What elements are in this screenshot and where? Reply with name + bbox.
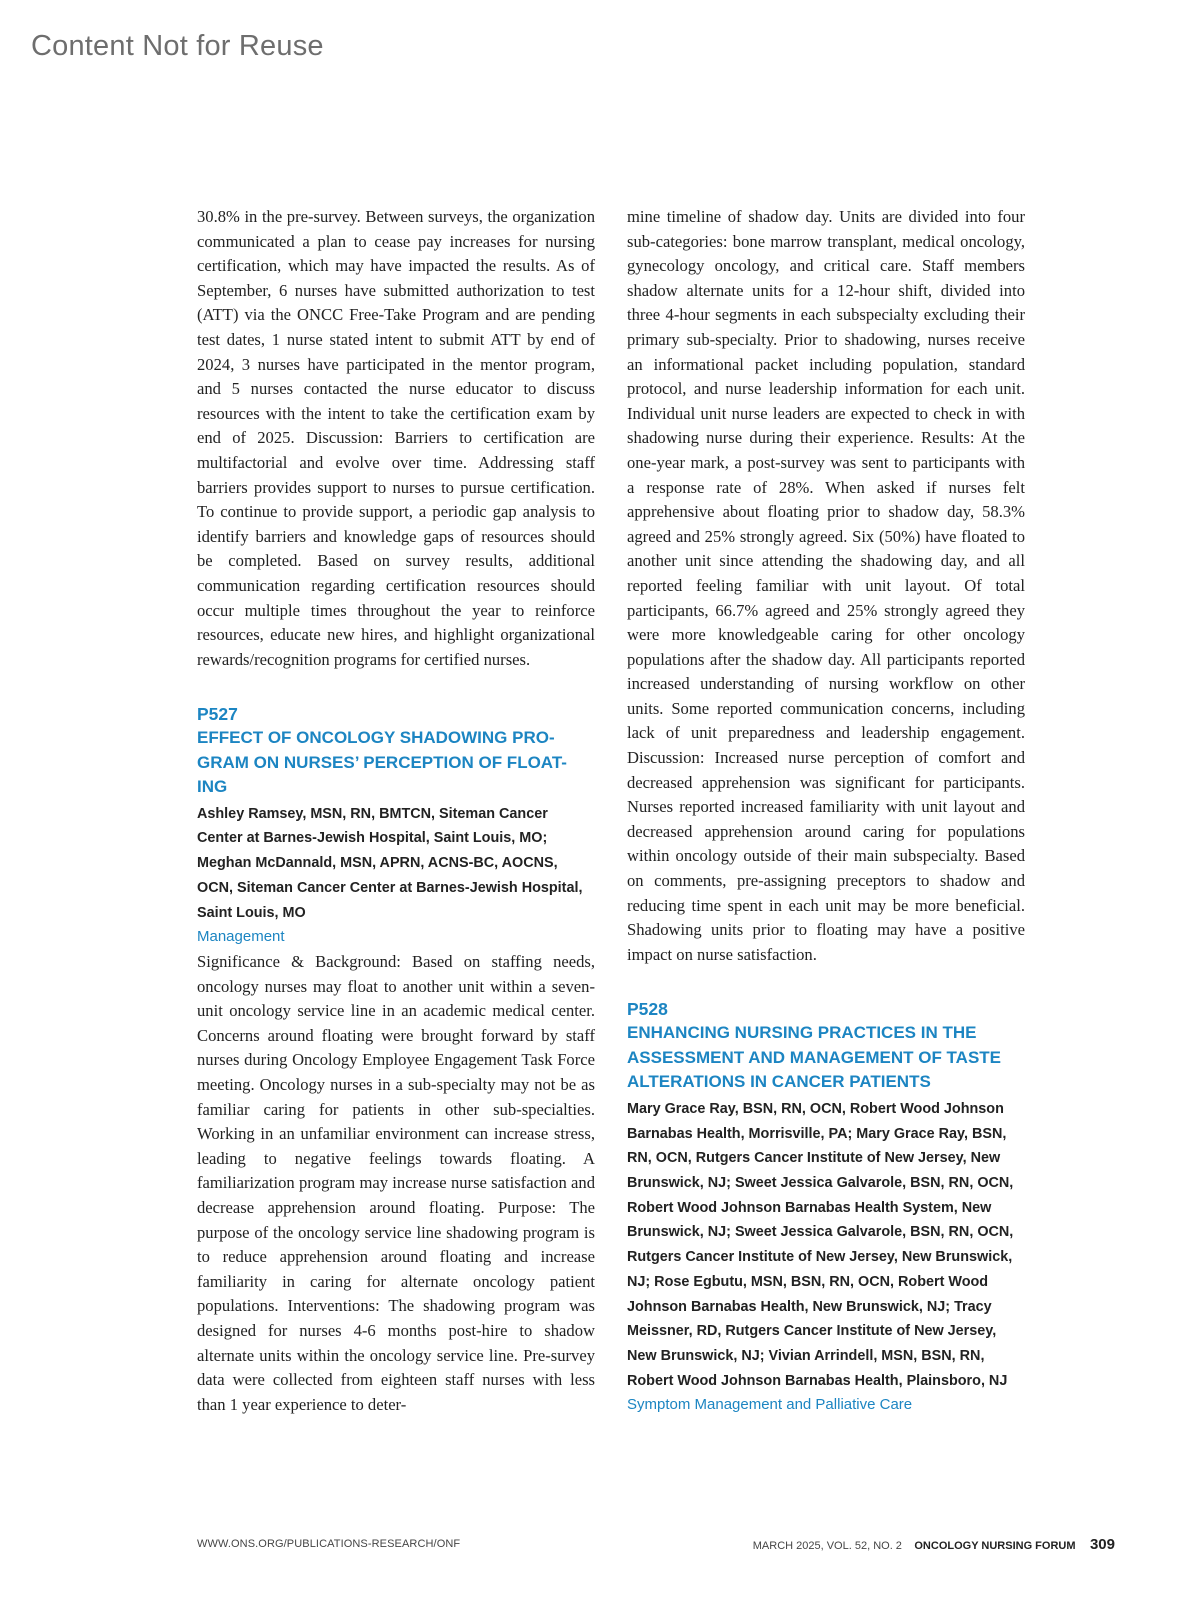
page-footer xyxy=(197,1536,1115,1556)
abstract-body: Significance & Background: Based on staffing needs, oncology nurses may float to another unit within a seven-unit oncology service line in an academic medical center. Concerns around floating were brought forward by staff nurses during Oncology Employee Engagement Task Force meeting. Oncology nurses in a sub-specialty may not be as familiar caring for patients in other sub-specialties. Working in an unfamiliar environment can increase stress, leading to negative feelings towards floating. A familiarization program may increase nurse satisfaction and decrease apprehension around floating. Purpose: The purpose of the oncology service line shadowing program is to reduce apprehension around floating and increase familiarity in caring for alternate oncology patient populations. Interventions: The shadowing program was designed for nurses 4-6 months post-hire to shadow alternate units within the oncology service line. Pre-survey data were collected from eighteen staff nurses with less than 1 year experience to deter- xyxy=(197,952,595,1414)
footer-issue: MARCH 2025, VOL. 52, NO. 2 xyxy=(752,1540,902,1552)
continuation-text: mine timeline of shadow day. Units are divided into four sub-categories: bone marrow transplant, medical oncology, gynecology oncology, and critical care. Staff members shadow alternate units for a 12-hour shift, divided into three 4-hour segments in each subspecialty excluding their primary sub-specialty. Prior to shadowing, nurses receive an informational packet including population, standard protocol, and nurse leadership information for each unit. Individual unit nurse leaders are expected to check in with shadowing nurse during their experience. Results: At the one-year mark, a post-survey was sent to participants with a response rate of 28%. When asked if nurses felt apprehensive about floating prior to shadow day, 58.3% agreed and 25% strongly agreed. Six (50%) have floated to another unit since attending the shadowing day, and all reported feeling familiar with unit layout. Of total participants, 66.7% agreed and 25% strongly agreed they were more knowledgeable caring for other oncology populations after the shadow day. All participants reported increased understanding of nursing workflow on other units. Some reported communication concerns, including lack of unit preparedness and leadership engagement. Discussion: Increased nurse perception of comfort and decreased apprehension was significant for participants. Nurses reported increased familiarity with unit layout and decreased apprehension around caring for populations within oncology outside of their main subspecialty. Based on comments, pre-assigning preceptors to shadow and reducing time spent in each unit may be more beneficial. Shadowing units prior to floating may have a positive impact on nurse satisfaction. xyxy=(627,207,1025,964)
continuation-text: 30.8% in the pre-survey. Between surveys, the organization communicated a plan to cease pay increases for nursing certification, which may have impacted the results. As of September, 6 nurses have submitted authorization to test (ATT) via the ONCC Free-Take Program and are pending test dates, 1 nurse stated intent to submit ATT by end of 2024, 3 nurses have participated in the mentor program, and 5 nurses contacted the nurse educator to discuss resources with the intent to take the certification exam by end of 2025. Discussion: Barriers to certification are multifactorial and evolve over time. Addressing staff barriers provides support to nurses to pursue certification. To continue to provide support, a periodic gap analysis to identify barriers and knowledge gaps of resources should be completed. Based on survey results, additional communication regarding certification resources should occur multiple times throughout the year to reinforce resources, educate new hires, and highlight organizational rewards/recognition programs for certified nurses. xyxy=(197,207,595,669)
footer-url: WWW.ONS.ORG/PUBLICATIONS-RESEARCH/ONF xyxy=(197,1538,461,1550)
page-number: 309 xyxy=(1089,1536,1115,1553)
abstract-topic: Management xyxy=(197,928,285,946)
footer-right xyxy=(753,1536,1115,1554)
abstract-topic: Symptom Management and Palliative Care xyxy=(627,1396,913,1414)
abstract-p528 xyxy=(627,997,1025,1418)
abstract-id: P527 xyxy=(197,704,238,725)
abstract-id: P528 xyxy=(627,999,668,1020)
watermark: Content Not for Reuse xyxy=(31,30,324,62)
abstract-authors: Mary Grace Ray, BSN, RN, OCN, Robert Wood Johnson Barnabas Health, Morrisville, PA; Mary Grace Ray, BSN, RN, OCN, Rutgers Cancer Institute of New Jersey, New Brunswick, NJ; Sweet Jessica Galvarole, BSN, RN, OCN, Robert Wood Johnson Barnabas Health System, New Brunswick, NJ; Sweet Jessica Galvarole, BSN, RN, OCN, Rutgers Cancer Institute of New Jersey, New Brunswick, NJ; Rose Egbutu, MSN, BSN, RN, OCN, Robert Wood Johnson Barnabas Health, New Brunswick, NJ; Tracy Meissner, RD, Rutgers Cancer Institute of New Jersey, New Brunswick, NJ; Vivian Arrindell, MSN, BSN, RN, Robert Wood Johnson Barnabas Health, Plainsboro, NJ xyxy=(627,1100,1014,1389)
left-column xyxy=(197,205,595,1417)
footer-journal: ONCOLOGY NURSING FORUM xyxy=(914,1540,1076,1552)
abstract-authors: Ashley Ramsey, MSN, RN, BMTCN, Siteman Cancer Center at Barnes-Jewish Hospital, Saint Louis, MO; Meghan McDannald, MSN, APRN, ACNS-BC, AOCNS, OCN, Siteman Cancer Center at Barnes-Jewish Hospital, Saint Louis, MO xyxy=(197,805,583,921)
abstract-title: ENHANCING NURSING PRACTICES IN THE ASSESSMENT AND MANAGEMENT OF TASTE ALTERATIONS IN CANCER PATIENTS xyxy=(627,1023,1002,1092)
abstract-p527 xyxy=(197,702,595,1417)
abstract-title: EFFECT OF ONCOLOGY SHADOWING PRO-GRAM ON NURSES’ PERCEPTION OF FLOAT-ING xyxy=(197,728,567,797)
right-column xyxy=(627,205,1025,1418)
